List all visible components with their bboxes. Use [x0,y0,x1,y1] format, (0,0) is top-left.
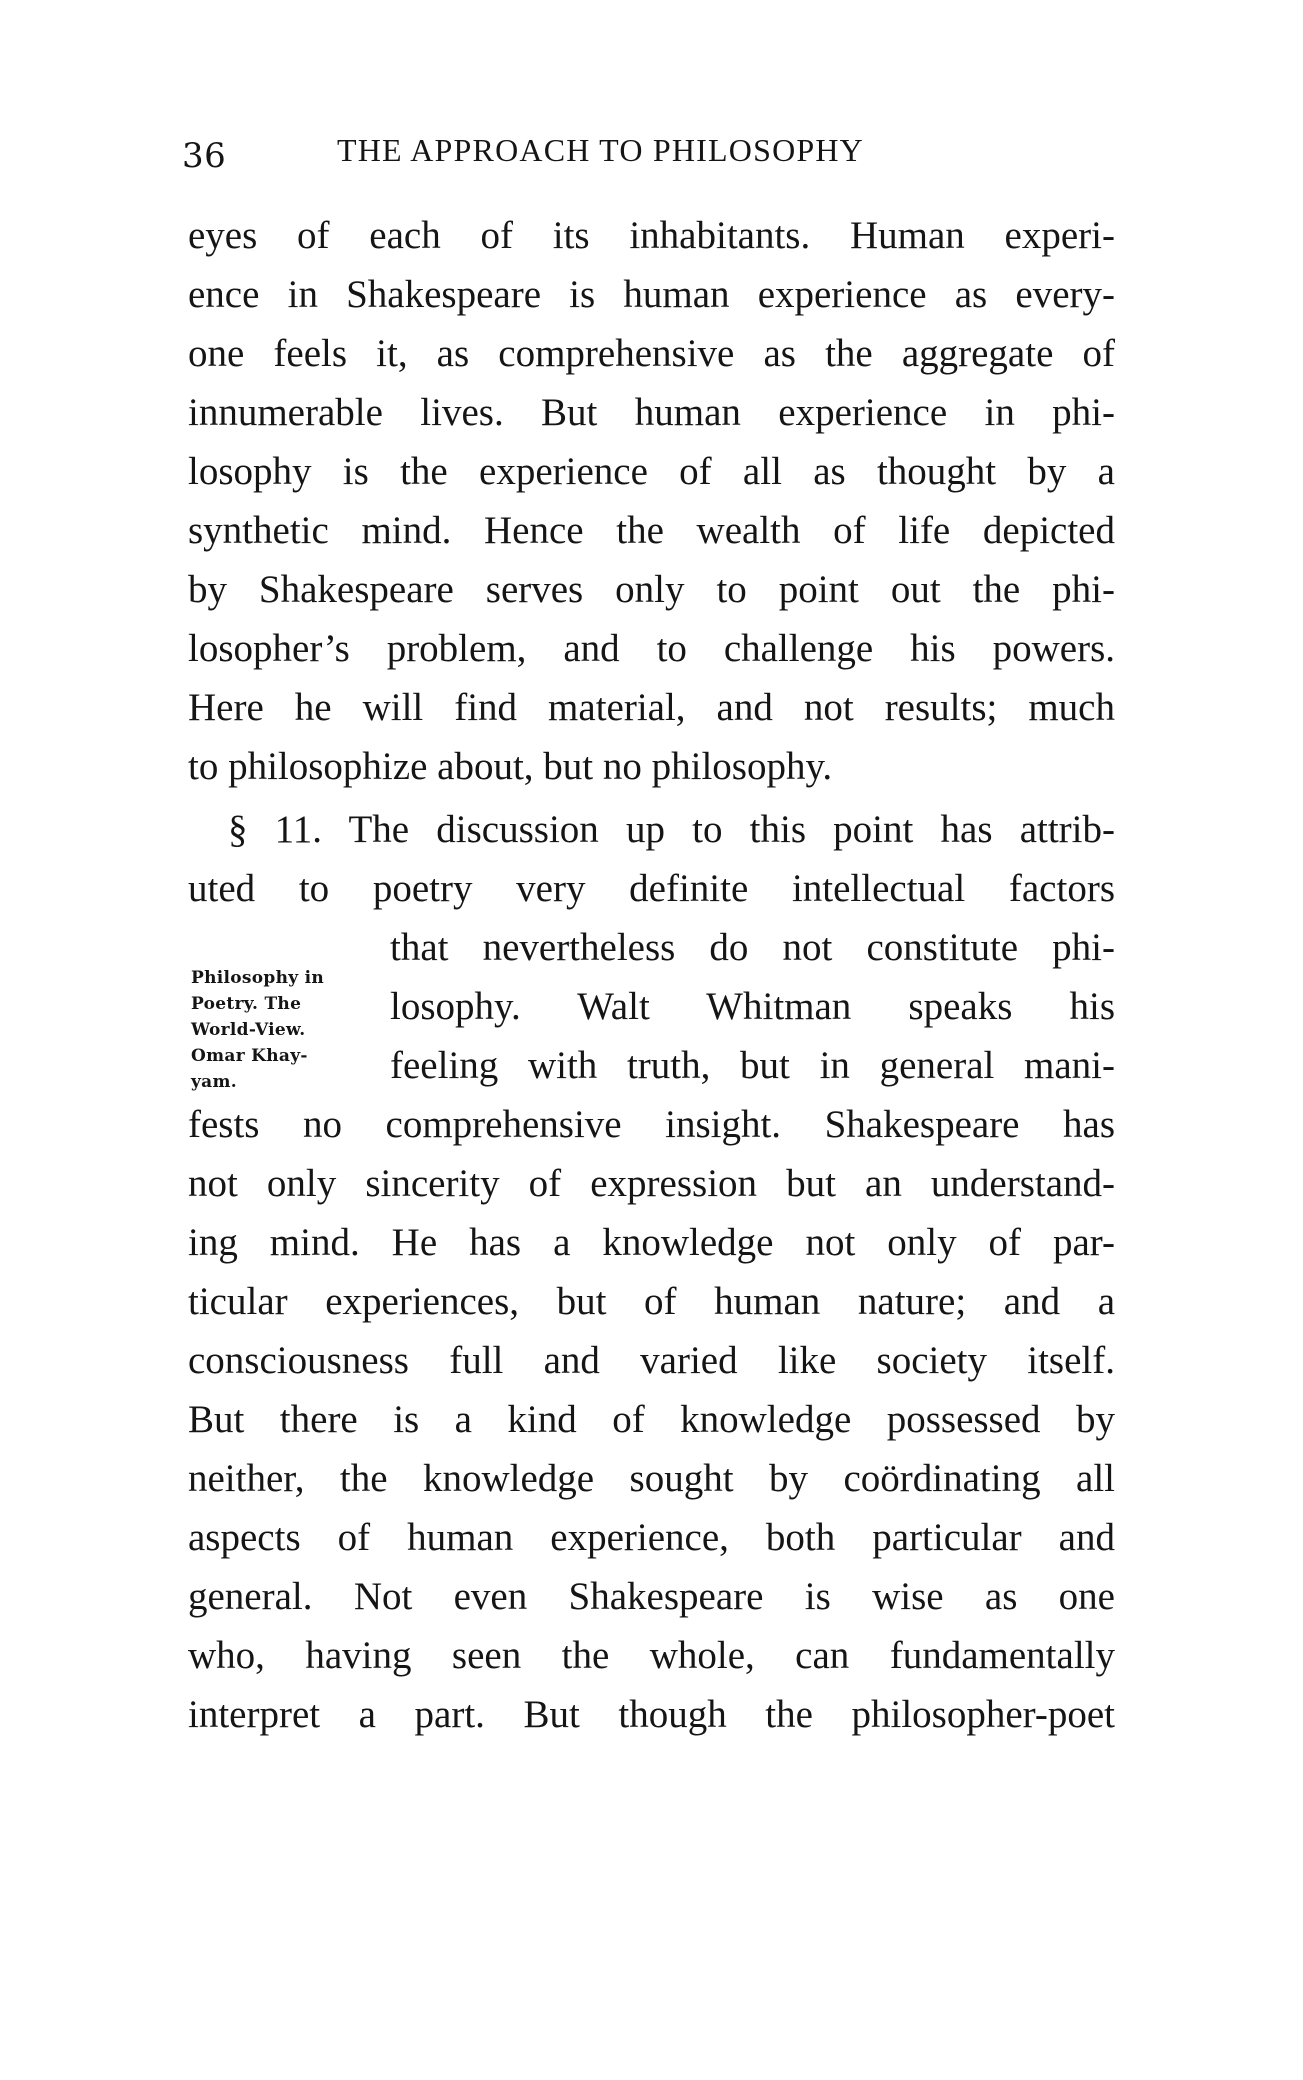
text-line: who, having seen the whole, can fundamentally [188,1634,1115,1677]
text-line: that nevertheless do not constitute phi- [390,926,1115,969]
text-line: aspects of human experience, both particular and [188,1516,1115,1559]
text-line: But there is a kind of knowledge possessed by [188,1398,1115,1441]
text-line: ing mind. He has a knowledge not only of par- [188,1221,1115,1264]
running-title: THE APPROACH TO PHILOSOPHY [337,132,864,168]
text-line: Here he will find material, and not results; much [188,686,1115,729]
text-line: one feels it, as comprehensive as the aggregate of [188,332,1115,375]
margin-note-line: Omar Khay- [191,1046,308,1066]
margin-note-line: Poetry. The [191,994,302,1014]
text-line: synthetic mind. Hence the wealth of life depicted [188,509,1115,552]
margin-note [191,965,381,1095]
text-line: ence in Shakespeare is human experience as every- [188,273,1115,316]
text-line: ticular experiences, but of human nature; and a [188,1280,1115,1323]
text-line: not only sincerity of expression but an understand- [188,1162,1115,1205]
text-line: to philosophize about, but no philosophy. [188,745,833,788]
margin-note-line: Philosophy in [191,968,325,988]
text-line: consciousness full and varied like society itself. [188,1339,1115,1382]
text-line: losophy is the experience of all as thought by a [188,450,1115,493]
text-line: neither, the knowledge sought by coördinating all [188,1457,1115,1500]
margin-note-line: World-View. [191,1020,306,1040]
text-line: by Shakespeare serves only to point out the phi- [188,568,1115,611]
section-heading-line: § 11. The discussion up to this point has attrib- [228,808,1115,851]
page-number: 36 [182,136,227,176]
margin-note-line: yam. [191,1072,237,1092]
text-line: uted to poetry very definite intellectual factors [188,867,1115,910]
text-line: eyes of each of its inhabitants. Human experi- [188,214,1115,257]
text-line: feeling with truth, but in general mani- [390,1044,1115,1087]
text-line: interpret a part. But though the philosopher-poet [188,1693,1115,1736]
text-line: losophy. Walt Whitman speaks his [390,985,1115,1028]
text-line: innumerable lives. But human experience in phi- [188,391,1115,434]
page-header [182,126,1182,176]
text-line: general. Not even Shakespeare is wise as one [188,1575,1115,1618]
text-line: fests no comprehensive insight. Shakespeare has [188,1103,1115,1146]
text-line: losopher’s problem, and to challenge his powers. [188,627,1115,670]
